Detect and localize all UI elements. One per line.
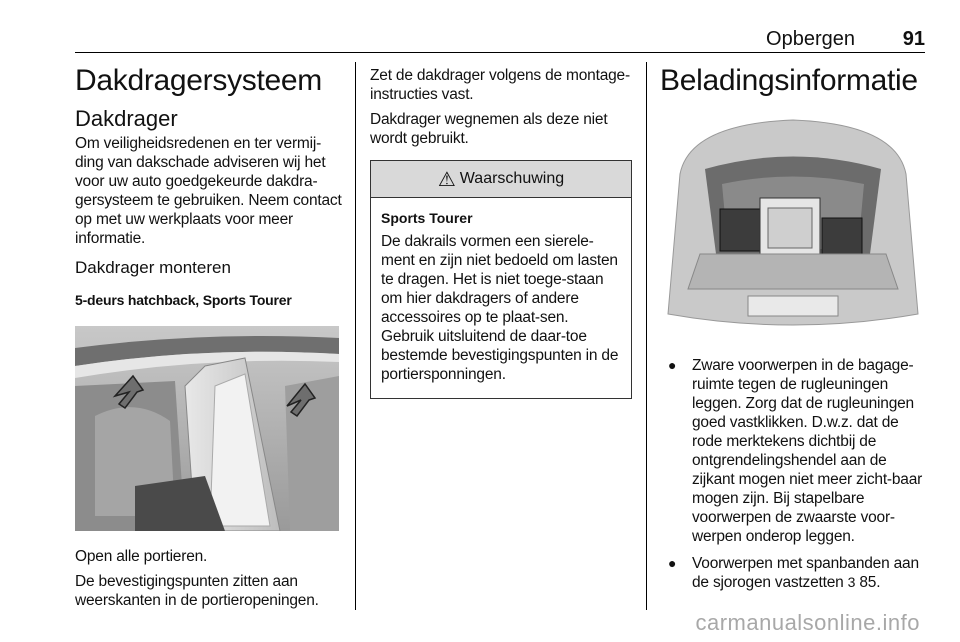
cargo-area-illustration	[660, 114, 926, 340]
bullet-icon: ●	[668, 555, 677, 571]
warning-subhead: Sports Tourer	[381, 210, 473, 226]
page-reference-link[interactable]: 85.	[859, 574, 881, 591]
step-2: De bevestigingspunten zitten aan weerskanten in de portieropeningen.	[75, 573, 319, 609]
watermark: carmanualsonline.info	[695, 610, 920, 635]
list-item	[660, 356, 928, 546]
warning-text: De dakrails vormen een sierele-ment en zijn niet bedoeld om lasten te dragen. Het is niet toege-staan om hier dakdragers of andere accessoires op te plaat-sen. Gebruik uitsluitend de daar-toe bestemde bevestigingspunten in de portiersponningen.	[381, 233, 619, 383]
mount-heading: Dakdrager monteren	[75, 258, 231, 277]
page-header	[75, 24, 925, 52]
column-2	[370, 62, 632, 399]
page-reference-icon: 3	[847, 574, 856, 590]
bullet-icon: ●	[668, 357, 677, 373]
column-3	[660, 62, 928, 600]
roof-mount-illustration	[75, 326, 339, 531]
list-item-text: Voorwerpen met spanbanden aan de sjorogen vastzetten	[692, 555, 919, 591]
warning-box	[370, 160, 632, 399]
column-divider-2	[646, 62, 647, 610]
loading-info-title: Beladingsinformatie	[660, 64, 918, 97]
variant-heading: 5-deurs hatchback, Sports Tourer	[75, 292, 292, 308]
remove-instructions: Dakdrager wegnemen als deze niet wordt gebruikt.	[370, 111, 608, 147]
intro-paragraph: Om veiligheidsredenen en ter vermij-ding van dakschade adviseren wij het voor uw auto goedgekeurde dakdra-gersysteem te gebruiken. Neem contact op met uw werkplaats voor meer informatie.	[75, 135, 342, 247]
page-number: 91	[902, 28, 925, 50]
warning-triangle-icon: ⚠	[437, 168, 456, 191]
loading-tips-list	[660, 356, 928, 592]
mount-instructions: Zet de dakdrager volgens de montage-instructies vast.	[370, 67, 630, 103]
warning-body	[371, 198, 631, 398]
column-divider-1	[355, 62, 356, 610]
step-1: Open alle portieren.	[75, 548, 208, 565]
list-item-text: Zware voorwerpen in de bagage-ruimte tegen de rugleuningen leggen. Zorg dat de rugleuningen goed vastklikken. D.w.z. dat de rode merktekens dichtbij de ontgrendelingshendel aan de zijkant mogen niet meer zicht-baar mogen zijn. Bij stapelbare voorwerpen de zwaarste voor-werpen onderop leggen.	[692, 357, 923, 545]
section-title: Dakdragersysteem	[75, 64, 322, 97]
list-item	[660, 554, 928, 592]
subsection-title: Dakdrager	[75, 106, 178, 131]
header-rule	[75, 52, 925, 53]
warning-title: Waarschuwing	[459, 170, 565, 187]
column-1	[75, 62, 343, 616]
warning-header	[371, 161, 631, 198]
section-name: Opbergen	[766, 28, 855, 50]
